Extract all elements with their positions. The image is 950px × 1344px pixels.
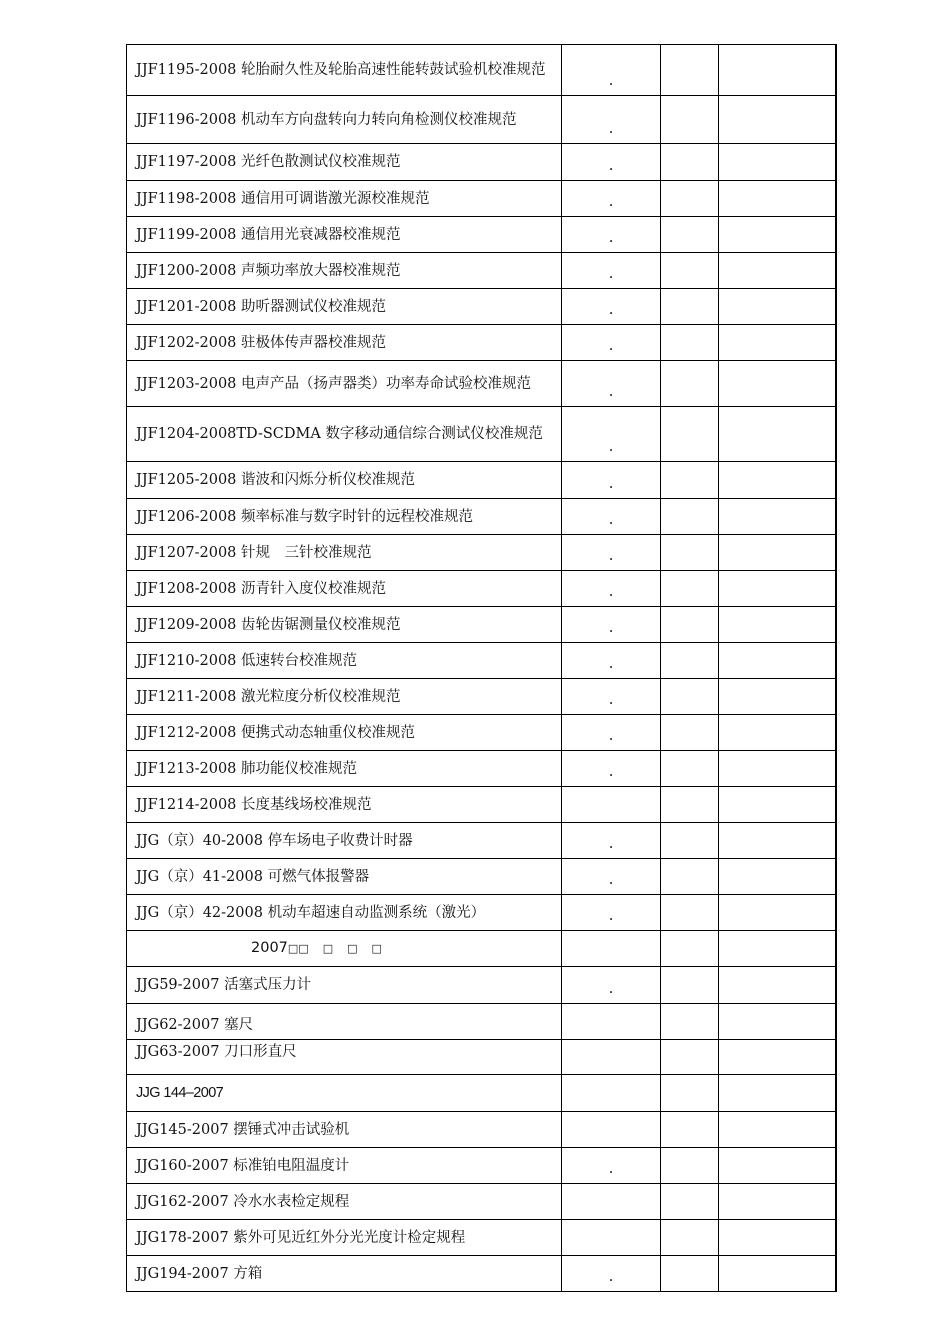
empty-cell [719,931,836,967]
empty-cell [719,607,836,643]
empty-cell [719,787,836,823]
empty-cell [661,715,719,751]
regulations-table [126,44,837,1292]
row-mark: . [562,571,661,607]
empty-cell [661,1256,719,1292]
row-name: JJF1213-2008 肺功能仪校准规范 [127,751,562,787]
table-row [127,535,836,571]
section-glyph: □ [298,942,309,955]
empty-cell [719,895,836,931]
row-mark: . [562,679,661,715]
row-name: JJG160-2007 标准铂电阻温度计 [127,1148,562,1184]
empty-cell [661,787,719,823]
empty-cell [661,1040,719,1075]
empty-cell [719,289,836,325]
empty-cell [661,462,719,499]
empty-cell [719,1220,836,1256]
empty-cell [661,895,719,931]
row-mark: . [562,1148,661,1184]
table-row [127,1256,836,1292]
empty-cell [661,217,719,253]
table-row [127,1004,836,1040]
table-row [127,45,836,96]
row-name: JJF1202-2008 驻极体传声器校准规范 [127,325,562,361]
row-name: JJF1195-2008 轮胎耐久性及轮胎高速性能转鼓试验机校准规范 [127,45,562,96]
row-name: JJF1198-2008 通信用可调谐激光源校准规范 [127,181,562,217]
empty-cell [661,967,719,1004]
table-row [127,181,836,217]
table-row [127,1112,836,1148]
table-row [127,823,836,859]
empty-cell [719,253,836,289]
row-mark: . [562,895,661,931]
empty-cell [719,535,836,571]
empty-cell [661,407,719,462]
row-mark: . [562,823,661,859]
row-name: JJG59-2007 活塞式压力计 [127,967,562,1004]
empty-cell [719,325,836,361]
empty-cell [661,1112,719,1148]
row-mark: . [562,144,661,181]
row-mark [562,1112,661,1148]
row-mark: . [562,967,661,1004]
table-row [127,607,836,643]
empty-cell [719,571,836,607]
empty-cell [661,361,719,407]
empty-cell [719,1256,836,1292]
row-name: JJF1203-2008 电声产品（扬声器类）功率寿命试验校准规范 [127,361,562,407]
empty-cell [719,462,836,499]
row-name: JJF1208-2008 沥青针入度仪校准规范 [127,571,562,607]
row-mark: . [562,361,661,407]
empty-cell [719,715,836,751]
row-mark: . [562,751,661,787]
empty-cell [719,45,836,96]
row-mark [562,1184,661,1220]
table-row [127,787,836,823]
row-mark [562,787,661,823]
row-mark: . [562,715,661,751]
row-name: JJF1207-2008 针规 三针校准规范 [127,535,562,571]
table-row [127,1148,836,1184]
empty-cell [661,607,719,643]
row-mark: . [562,1256,661,1292]
empty-cell [719,96,836,144]
row-name: JJF1199-2008 通信用光衰减器校准规范 [127,217,562,253]
table-row [127,253,836,289]
row-mark: . [562,45,661,96]
row-name: JJG145-2007 摆锤式冲击试验机 [127,1112,562,1148]
row-mark: . [562,643,661,679]
empty-cell [719,181,836,217]
table-row [127,1184,836,1220]
row-name: JJF1201-2008 助听器测试仪校准规范 [127,289,562,325]
empty-cell [661,1220,719,1256]
empty-cell [661,751,719,787]
row-mark: . [562,499,661,535]
table-row [127,967,836,1004]
empty-cell [661,1148,719,1184]
table-row [127,859,836,895]
empty-cell [719,361,836,407]
row-name: JJF1210-2008 低速转台校准规范 [127,643,562,679]
table-row [127,715,836,751]
table-row [127,751,836,787]
row-name: JJG162-2007 冷水水表检定规程 [127,1184,562,1220]
section-heading [127,931,562,967]
section-glyph: □ [347,942,358,955]
empty-cell [719,499,836,535]
empty-cell [661,144,719,181]
section-row [127,931,836,967]
row-mark: . [562,607,661,643]
row-mark [562,1004,661,1040]
row-mark [562,1220,661,1256]
empty-cell [719,217,836,253]
empty-cell [661,643,719,679]
row-name: JJF1212-2008 便携式动态轴重仪校准规范 [127,715,562,751]
row-name: JJG63-2007 刀口形直尺 [127,1040,562,1075]
row-name: JJG（京）41-2008 可燃气体报警器 [127,859,562,895]
table-row [127,325,836,361]
row-name: JJF1214-2008 长度基线场校准规范 [127,787,562,823]
empty-cell [661,1075,719,1112]
row-name: JJF1211-2008 激光粒度分析仪校准规范 [127,679,562,715]
empty-cell [661,45,719,96]
section-glyph: □ [287,942,299,955]
section-glyph: □ [322,942,334,955]
table-row [127,289,836,325]
table-row [127,144,836,181]
row-mark: . [562,859,661,895]
row-name: JJG194-2007 方箱 [127,1256,562,1292]
table-row [127,679,836,715]
row-name: JJF1200-2008 声频功率放大器校准规范 [127,253,562,289]
empty-cell [661,499,719,535]
row-name: JJG178-2007 紫外可见近红外分光光度计检定规程 [127,1220,562,1256]
empty-cell [719,1040,836,1075]
table-row [127,1040,836,1075]
empty-cell [719,1112,836,1148]
row-mark: . [562,407,661,462]
row-name: JJG62-2007 塞尺 [127,1004,562,1040]
empty-cell [719,643,836,679]
row-name: JJG 144–2007 [127,1075,562,1112]
empty-cell [719,1004,836,1040]
empty-cell [661,325,719,361]
table-row [127,96,836,144]
table-row [127,571,836,607]
empty-cell [661,535,719,571]
row-mark: . [562,96,661,144]
row-mark [562,1075,661,1112]
table-row [127,462,836,499]
row-mark: . [562,289,661,325]
table-row [127,643,836,679]
row-mark: . [562,535,661,571]
row-name: JJG（京）42-2008 机动车超速自动监测系统（激光） [127,895,562,931]
empty-cell [661,571,719,607]
table-row [127,1220,836,1256]
table-row [127,1075,836,1112]
empty-cell [661,931,719,967]
empty-cell [719,1184,836,1220]
empty-cell [719,751,836,787]
row-mark: . [562,217,661,253]
section-year: 2007 [251,940,288,956]
row-mark: . [562,181,661,217]
empty-cell [661,96,719,144]
table-row [127,499,836,535]
empty-cell [661,253,719,289]
empty-cell [719,679,836,715]
empty-cell [661,1004,719,1040]
row-name: JJF1206-2008 频率标准与数字时针的远程校准规范 [127,499,562,535]
row-name: JJF1205-2008 谐波和闪烁分析仪校准规范 [127,462,562,499]
empty-cell [719,407,836,462]
empty-cell [661,289,719,325]
row-name: JJF1209-2008 齿轮齿锯测量仪校准规范 [127,607,562,643]
row-mark [562,1040,661,1075]
row-mark: . [562,462,661,499]
empty-cell [661,1184,719,1220]
empty-cell [719,967,836,1004]
empty-cell [661,181,719,217]
row-name: JJF1196-2008 机动车方向盘转向力转向角检测仪校准规范 [127,96,562,144]
table-row [127,895,836,931]
empty-cell [661,679,719,715]
row-name: JJF1204-2008TD-SCDMA 数字移动通信综合测试仪校准规范 [127,407,562,462]
row-name: JJG（京）40-2008 停车场电子收费计时器 [127,823,562,859]
table-row [127,361,836,407]
empty-cell [719,823,836,859]
empty-cell [562,931,661,967]
table-row [127,217,836,253]
empty-cell [719,859,836,895]
empty-cell [719,1148,836,1184]
empty-cell [719,1075,836,1112]
row-mark: . [562,253,661,289]
empty-cell [719,144,836,181]
table-row [127,407,836,462]
empty-cell [661,859,719,895]
row-name: JJF1197-2008 光纤色散测试仪校准规范 [127,144,562,181]
section-glyph: □ [371,942,382,955]
empty-cell [661,823,719,859]
row-mark: . [562,325,661,361]
